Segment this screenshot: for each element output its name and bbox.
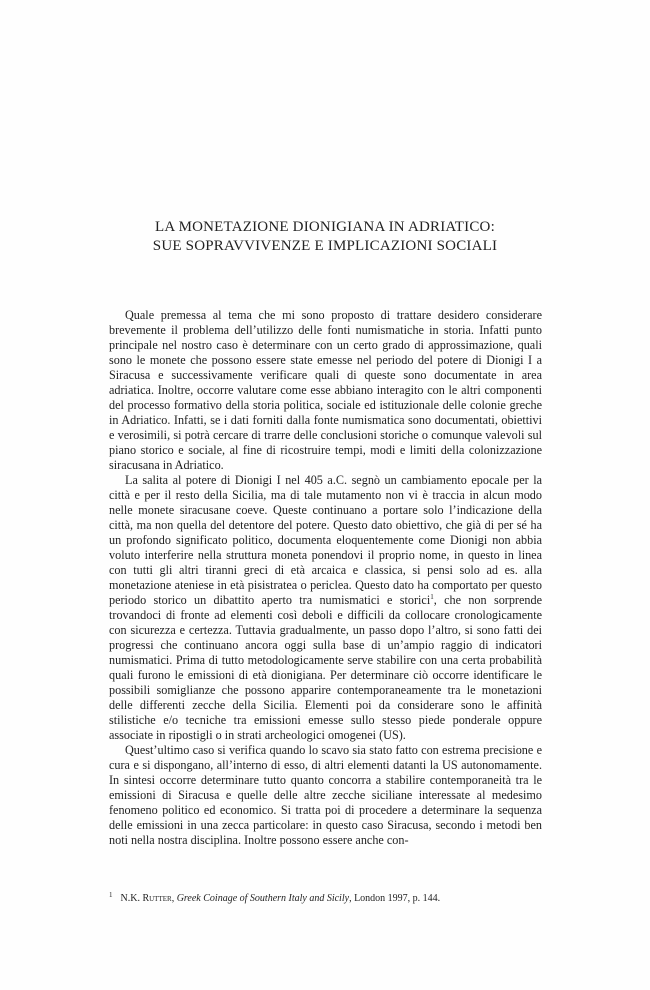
paragraph-1: Quale premessa al tema che mi sono proposto di trattare desidero considerare brevemente il problema dell’utilizzo delle fonti numismatiche in storia. Infatti punto principale nel nostro caso è determinare con un certo grado di approssimazione, quali sono le monete che possono essere state emesse nel periodo del potere di Dionigi I a Siracusa e successivamente verificare quali di queste sono documentate in area adriatica. Inoltre, occorre valutare come esse abbiano interagito con le altri componenti del processo formativo della storia politica, sociale ed istituzionale delle colonie greche in Adriatico. Infatti, se i dati forniti dalla fonte numismatica sono documentati, obiettivi e verosimili, si potrà cercare di trarre delle conclusioni storiche o comunque valevoli sul piano storico e sociale, al fine di ricostruire tempi, modi e limiti della colonizzazione siracusana in Adriatico. bbox=[109, 308, 542, 472]
footnote-separator: , bbox=[171, 893, 177, 904]
footnote-work-title: Greek Coinage of Southern Italy and Sicily bbox=[176, 893, 350, 904]
title-line-2: SUE SOPRAVVIVENZE E IMPLICAZIONI SOCIALI bbox=[152, 238, 498, 254]
paragraph-2 bbox=[109, 473, 542, 743]
footnote bbox=[109, 892, 549, 905]
paragraph-3: Quest’ultimo caso si verifica quando lo scavo sia stato fatto con estrema precisione e cura e si dispongano, all’interno di esso, di altri elementi datanti la US autonomamente. In sintesi occorre determinare tutto quanto concorra a stabilire contemporaneità tra le emissioni di Siracusa e quelle delle altre zecche siciliane interessate al medesimo fenomeno politico ed economico. Si tratta poi di procedere a determinare la sequenza delle emissioni in una zecca particolare: in questo caso Siracusa, secondo i metodi ben noti nella nostra disciplina. Inoltre possono essere anche con- bbox=[109, 743, 542, 847]
footnote-reference[interactable]: 1 bbox=[430, 592, 434, 601]
footnote-publication: , London 1997, p. 144. bbox=[349, 893, 441, 904]
footnote-author-surname: Rutter bbox=[142, 893, 172, 904]
footnote-author-initials: N.K. bbox=[120, 893, 143, 904]
article-title bbox=[80, 218, 570, 256]
body-text bbox=[109, 308, 542, 848]
paragraph-2-part-2: , che non sorprende trovandoci di fronte ad elementi così deboli e difficili da collocare cronologicamente con sicurezza e certezza. Tuttavia gradualmente, un passo dopo l’altro, si sono fatti dei progressi che continuano ancora oggi sulla base di un’ampio raggio di indicatori numismatici. Prima di tutto metodologicamente serve stabilire con una certa probabilità quali furono le emissioni di età dionigiana. Per determinare ciò occorre identificare le possibili somiglianze che possono apparire contemporaneamente tra le monetazioni delle differenti zecche della Sicilia. Elementi poi da considerare sono le affinità stilistiche e/o tecniche tra emissioni emesse sullo stesso piede ponderale oppure associate in ripostigli o in strati archeologici omogenei (US). bbox=[109, 593, 543, 742]
paragraph-2-part-1: La salita al potere di Dionigi I nel 405 a.C. segnò un cambiamento epocale per la città e per il resto della Sicilia, ma di tale mutamento non vi è traccia in alcun modo nelle monete siracusane coeve. Queste continuano a portare solo l’indicazione della città, ma non quella del detentore del potere. Questo dato obiettivo, che già di per sé ha un profondo significato politico, documenta eloquentemente come Dionigi non abbia voluto interferire nella struttura moneta ponendovi il proprio nome, in questo in linea con tutti gli altri tiranni greci di età arcaica e classica, si pensi solo ad es. alla monetazione ateniese in età pisistratea o periclea. Questo dato ha comportato per questo periodo storico un dibattito aperto tra numismatici e storici bbox=[109, 473, 542, 607]
footnote-mark: 1 bbox=[109, 890, 113, 899]
title-line-1: LA MONETAZIONE DIONIGIANA IN ADRIATICO: bbox=[155, 219, 495, 235]
